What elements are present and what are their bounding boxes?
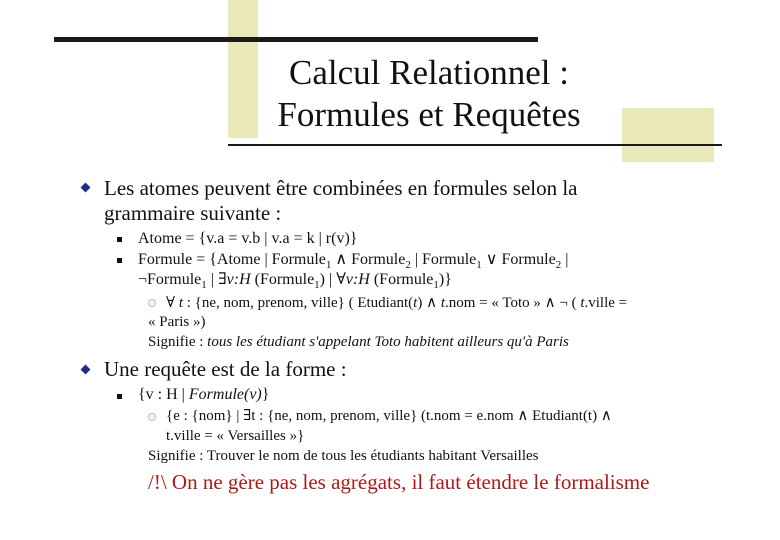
diamond-bullet-icon xyxy=(81,365,91,375)
example2-line1: {e : {nom} | ∃t : {ne, nom, prenom, ville} (t.nom = e.nom ∧ Etudiant(t) ∧ xyxy=(166,408,612,424)
circle-bullet-icon xyxy=(148,299,156,307)
example1-meaning: Signifie : tous les étudiant s'appelant Toto habitent ailleurs qu'à Paris xyxy=(148,334,569,350)
slide-title-line-2: Formules et Requêtes xyxy=(277,95,581,134)
slide-title-line-1: Calcul Relationnel : xyxy=(289,53,569,92)
example1-line1: ∀ t : {ne, nom, prenom, ville} ( Etudiant(t) ∧ t.nom = « Toto » ∧ ¬ ( t.ville = xyxy=(166,295,628,311)
title-rule-top xyxy=(54,37,538,42)
decorative-block xyxy=(622,108,714,162)
formule-definition-line1: Formule = {Atome | Formule$_1$ ∧ Formule$_2$ | Formule$_1$ ∨ Formule$_2$ | xyxy=(138,251,569,272)
bullet1-text-line2: grammaire suivante : xyxy=(104,201,282,225)
bullet1-text-line1: Les atomes peuvent être combinées en formules selon la xyxy=(104,176,578,200)
example2-line2: t.ville = « Versailles »} xyxy=(166,428,305,444)
example1-line2: « Paris ») xyxy=(148,314,206,330)
example2-meaning: Signifie : Trouver le nom de tous les étudiants habitant Versailles xyxy=(148,448,539,464)
diamond-bullet-icon xyxy=(81,183,91,193)
atome-definition: Atome = {v.a = v.b | v.a = k | r(v)} xyxy=(138,230,358,247)
warning-note: /!\ On ne gère pas les agrégats, il faut étendre le formalisme xyxy=(148,470,650,494)
requete-form: {v : H | Formule(v)} xyxy=(138,386,270,403)
square-bullet-icon xyxy=(117,237,122,242)
square-bullet-icon xyxy=(117,394,122,399)
bullet2-text: Une requête est de la forme : xyxy=(104,357,347,381)
formule-definition-line2: ¬Formule$_1$ | ∃v:H (Formule$_1$) | ∀v:H (Formule$_1$)} xyxy=(138,271,452,292)
title-rule-bottom xyxy=(228,144,722,146)
circle-bullet-icon xyxy=(148,413,156,421)
square-bullet-icon xyxy=(117,258,122,263)
